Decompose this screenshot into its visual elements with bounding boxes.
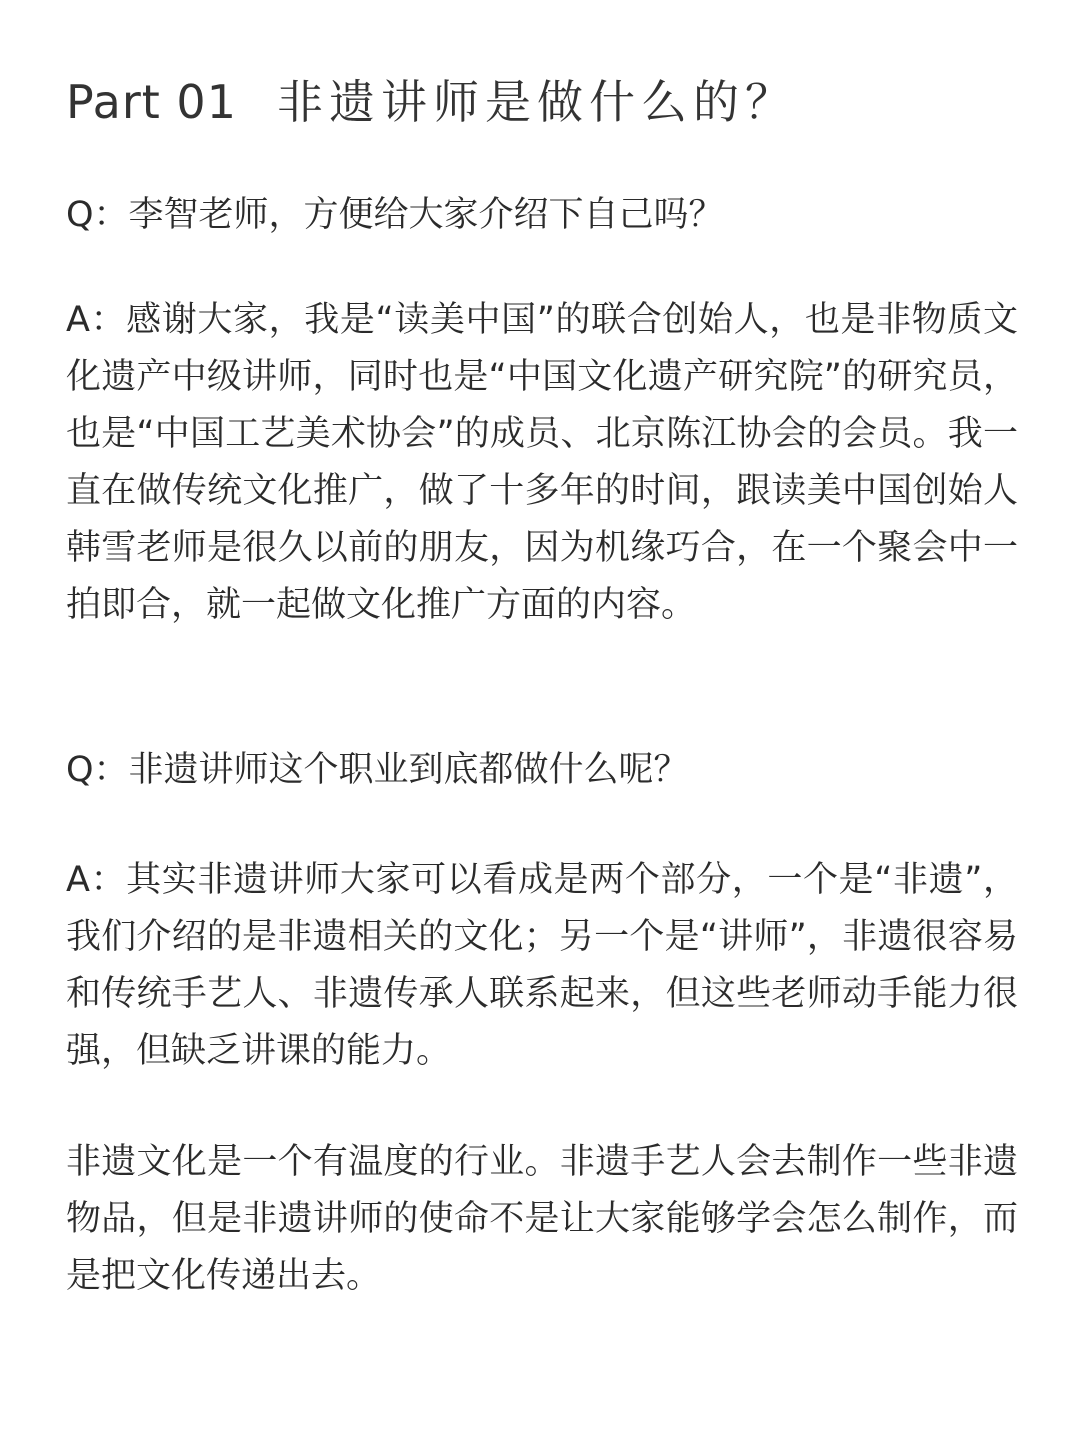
- section-title: 非遗讲师是做什么的？: [276, 75, 797, 129]
- answer-paragraph: A：感谢大家，我是“读美中国”的联合创始人，也是非物质文化遗产中级讲师，同时也是“中国文化遗产研究院”的研究员，也是“中国工艺美术协会”的成员、北京陈江协会的会员。我一直在做传统文化推广，做了十多年的时间，跟读美中国创始人韩雪老师是很久以前的朋友，因为机缘巧合，在一个聚会中一拍即合，就一起做文化推广方面的内容。: [66, 300, 1018, 625]
- body-paragraph: 非遗文化是一个有温度的行业。非遗手艺人会去制作一些非遗物品，但是非遗讲师的使命不是让大家能够学会怎么制作，而是把文化传递出去。: [66, 1142, 1018, 1296]
- question-paragraph: Q：李智老师，方便给大家介绍下自己吗？: [66, 195, 724, 235]
- answer-paragraph: A：其实非遗讲师大家可以看成是两个部分，一个是“非遗”，我们介绍的是非遗相关的文化；另一个是“讲师”，非遗很容易和传统手艺人、非遗传承人联系起来，但这些老师动手能力很强，但缺乏讲课的能力。: [66, 860, 1018, 1071]
- section-heading: [66, 74, 797, 130]
- question-paragraph: Q：非遗讲师这个职业到底都做什么呢？: [66, 750, 689, 790]
- part-number: Part 01: [66, 75, 237, 129]
